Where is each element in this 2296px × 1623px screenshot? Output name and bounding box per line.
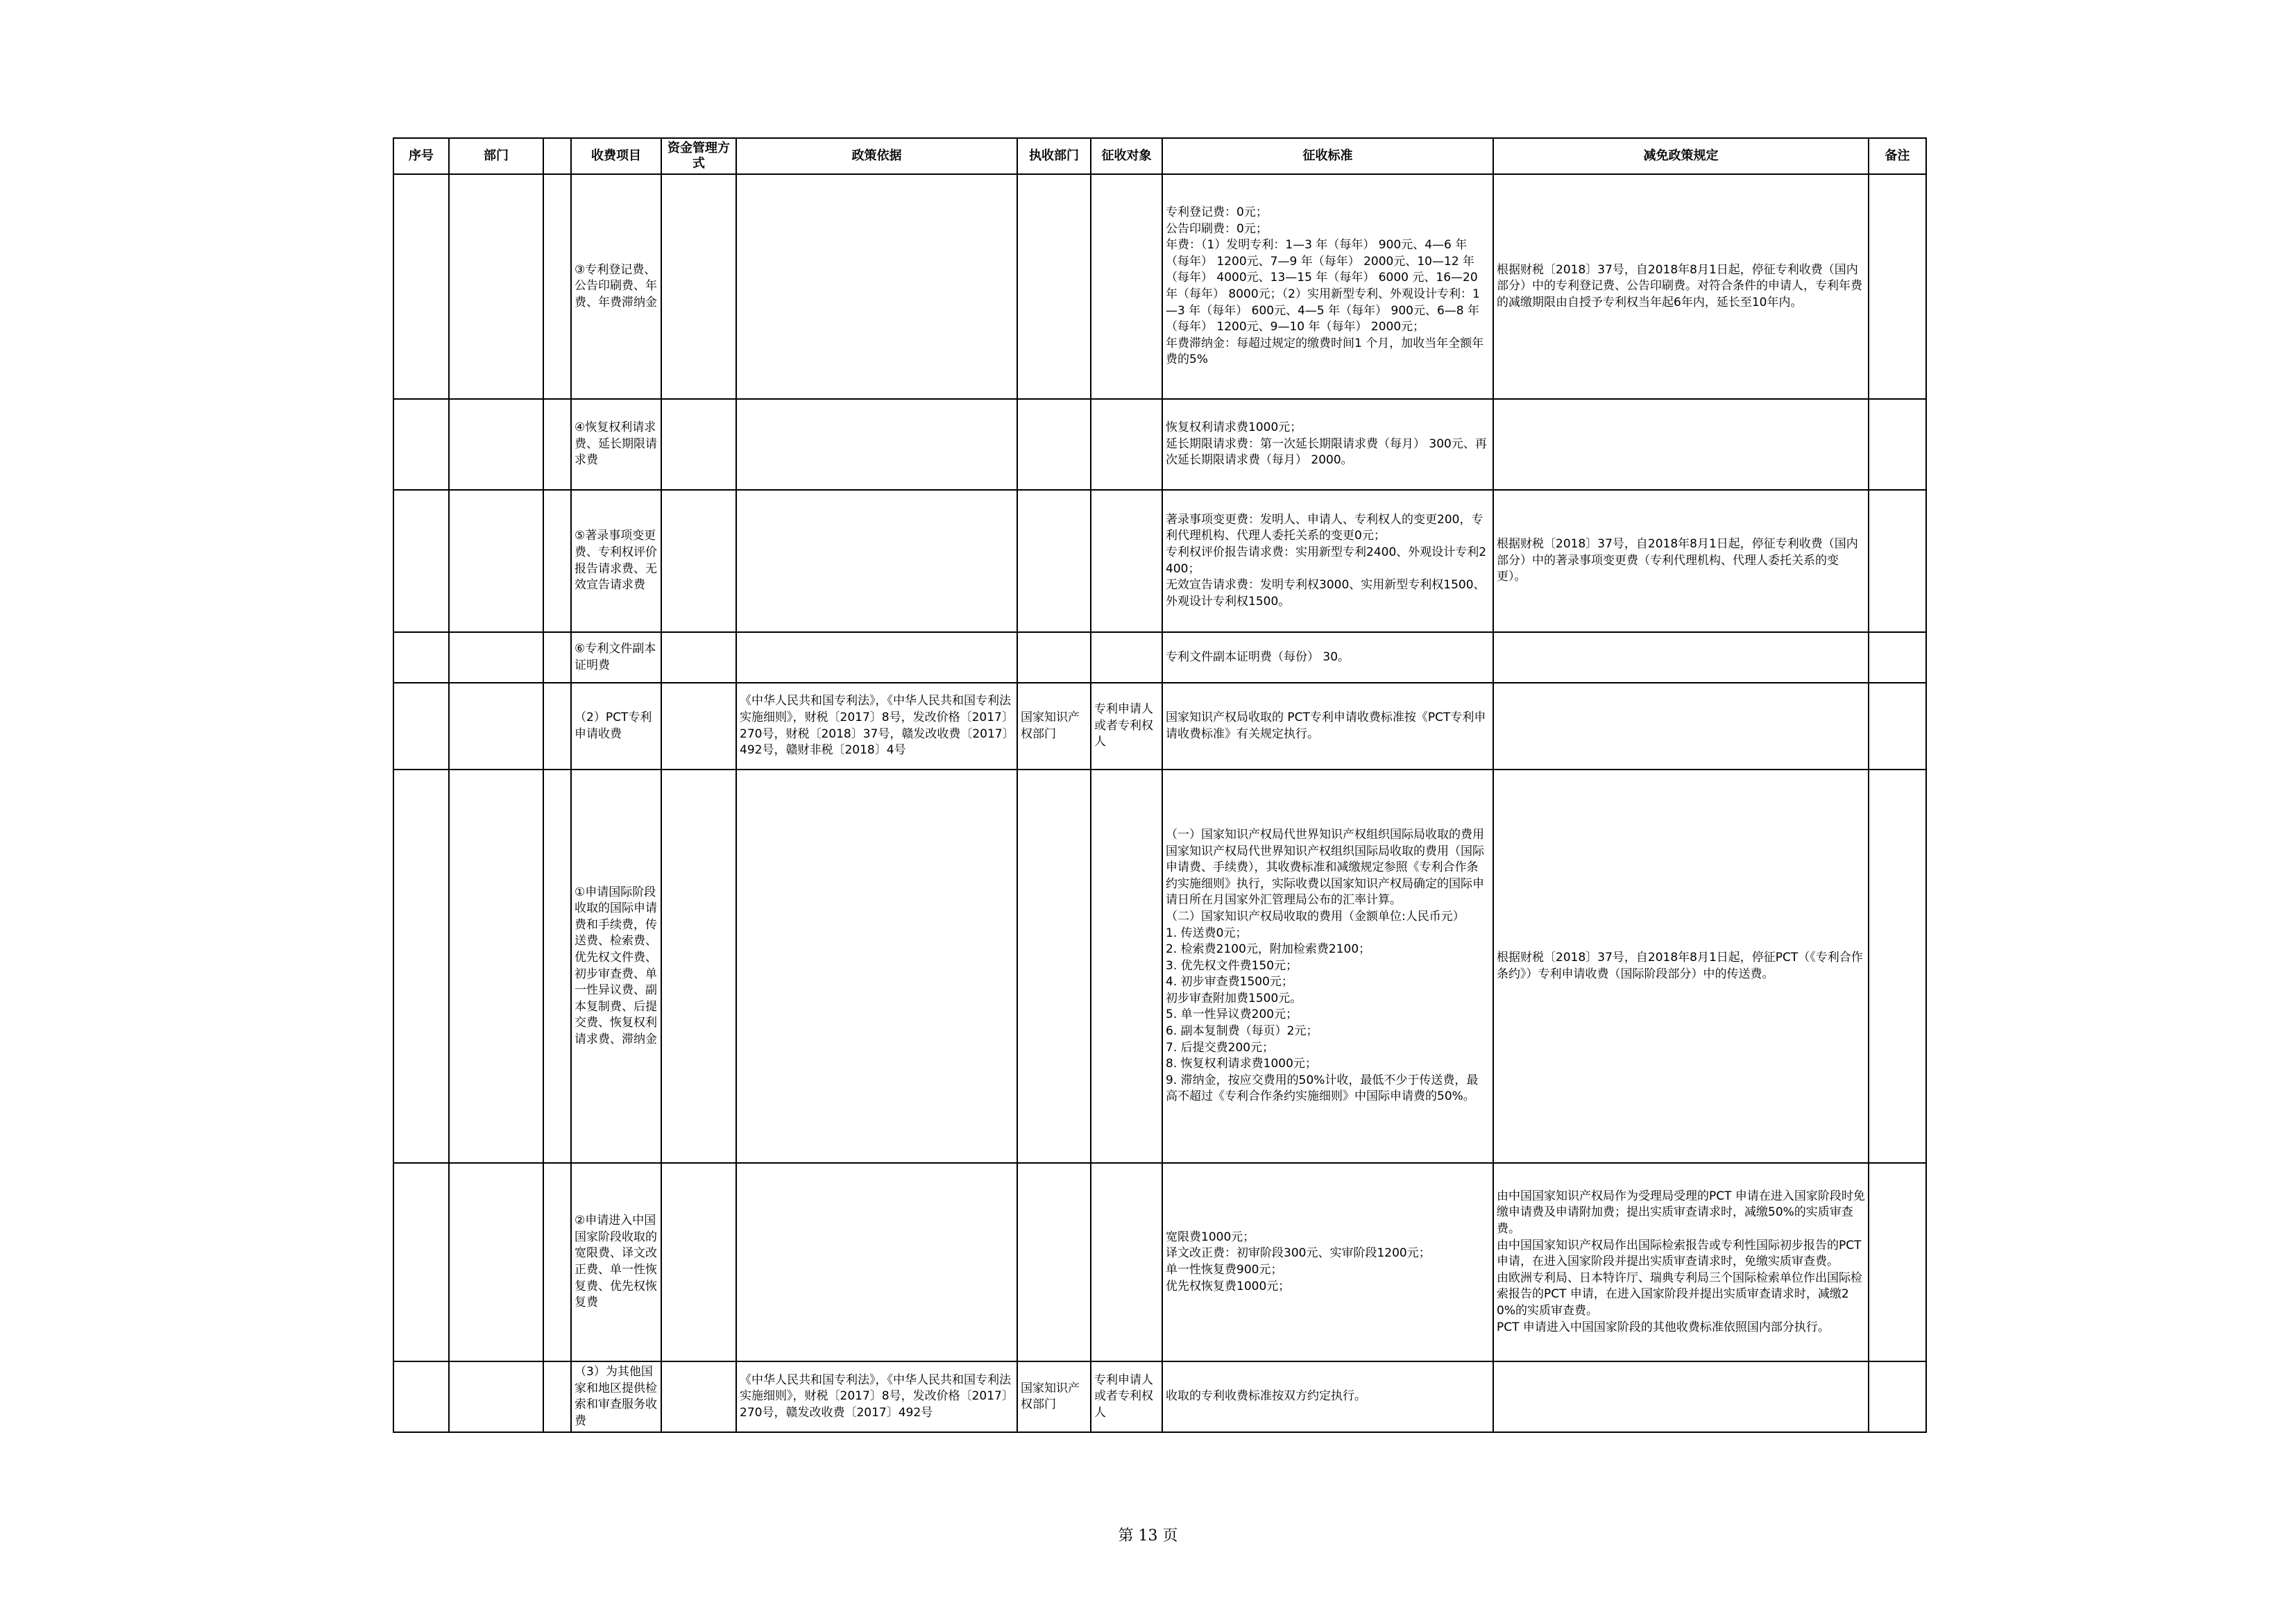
cell-target (1091, 490, 1162, 632)
header-exemption: 减免政策规定 (1493, 138, 1869, 174)
cell-collecting-dept (1017, 632, 1091, 683)
cell-remarks (1869, 399, 1926, 490)
cell-exemption: 根据财税〔2018〕37号，自2018年8月1日起，停征PCT（《专利合作条约》）专利申请收费（国际阶段部分）中的传送费。 (1493, 770, 1869, 1163)
cell-collecting-dept (1017, 770, 1091, 1163)
cell-policy-basis: 《中华人民共和国专利法》，《中华人民共和国专利法实施细则》，财税〔2017〕8号，发改价格〔2017〕270号，财税〔2018〕37号，赣发改收费〔2017〕492号，赣财非税〔2018〕4号 (736, 683, 1017, 770)
cell-fund-management (661, 683, 736, 770)
cell-target: 专利申请人或者专利权人 (1091, 1361, 1162, 1432)
cell-fee-item: ④恢复权利请求费、延长期限请求费 (571, 399, 661, 490)
cell-collecting-dept: 国家知识产权部门 (1017, 683, 1091, 770)
cell-target (1091, 632, 1162, 683)
table-row (393, 174, 1926, 399)
cell-fund-management (661, 1361, 736, 1432)
cell-collecting-dept: 国家知识产权部门 (1017, 1361, 1091, 1432)
header-blank (543, 138, 571, 174)
cell-remarks (1869, 683, 1926, 770)
table-header-row (393, 138, 1926, 174)
cell-standard: 专利文件副本证明费（每份） 30。 (1162, 632, 1493, 683)
table-row (393, 632, 1926, 683)
fee-table (393, 137, 1927, 1433)
cell-standard: 收取的专利收费标准按双方约定执行。 (1162, 1361, 1493, 1432)
header-fee-item: 收费项目 (571, 138, 661, 174)
cell-index (393, 490, 449, 632)
table-row (393, 1163, 1926, 1361)
cell-collecting-dept (1017, 174, 1091, 399)
cell-index (393, 770, 449, 1163)
cell-fund-management (661, 490, 736, 632)
cell-fee-item: ⑥专利文件副本证明费 (571, 632, 661, 683)
cell-standard: 宽限费1000元； 译文改正费：初审阶段300元、实审阶段1200元； 单一性恢复费900元； 优先权恢复费1000元； (1162, 1163, 1493, 1361)
cell-exemption (1493, 1361, 1869, 1432)
cell-policy-basis (736, 1163, 1017, 1361)
table-row (393, 770, 1926, 1163)
header-target: 征收对象 (1091, 138, 1162, 174)
cell-blank (543, 490, 571, 632)
cell-fund-management (661, 174, 736, 399)
cell-exemption: 根据财税〔2018〕37号，自2018年8月1日起，停征专利收费（国内部分）中的专利登记费、公告印刷费。对符合条件的申请人，专利年费的减缴期限由自授予专利权当年起6年内，延长至10年内。 (1493, 174, 1869, 399)
table-row (393, 1361, 1926, 1432)
cell-department (449, 770, 543, 1163)
cell-policy-basis (736, 399, 1017, 490)
cell-exemption (1493, 683, 1869, 770)
cell-fund-management (661, 399, 736, 490)
cell-target (1091, 1163, 1162, 1361)
cell-remarks (1869, 1163, 1926, 1361)
cell-fee-item: ①申请国际阶段收取的国际申请费和手续费，传送费、检索费、优先权文件费、初步审查费、单一性异议费、副本复制费、后提交费、恢复权利请求费、滞纳金 (571, 770, 661, 1163)
cell-index (393, 632, 449, 683)
cell-index (393, 399, 449, 490)
cell-index (393, 1163, 449, 1361)
cell-target (1091, 399, 1162, 490)
table-row (393, 399, 1926, 490)
cell-remarks (1869, 632, 1926, 683)
header-index: 序号 (393, 138, 449, 174)
table-row (393, 683, 1926, 770)
cell-blank (543, 683, 571, 770)
cell-collecting-dept (1017, 399, 1091, 490)
cell-remarks (1869, 174, 1926, 399)
cell-fee-item: ②申请进入中国国家阶段收取的宽限费、译文改正费、单一性恢复费、优先权恢复费 (571, 1163, 661, 1361)
cell-fee-item: （2）PCT专利申请收费 (571, 683, 661, 770)
fee-table-sheet (393, 137, 1925, 1433)
cell-blank (543, 1163, 571, 1361)
cell-department (449, 399, 543, 490)
cell-index (393, 683, 449, 770)
cell-standard: 著录事项变更费：发明人、申请人、专利权人的变更200，专利代理机构、代理人委托关系的变更0元； 专利权评价报告请求费：实用新型专利2400、外观设计专利2400； 无效宣告请求费：发明专利权3000、实用新型专利权1500、外观设计专利权1500。 (1162, 490, 1493, 632)
cell-blank (543, 399, 571, 490)
cell-policy-basis (736, 632, 1017, 683)
cell-standard: 恢复权利请求费1000元； 延长期限请求费：第一次延长期限请求费（每月） 300元、再次延长期限请求费（每月） 2000。 (1162, 399, 1493, 490)
cell-standard: 国家知识产权局收取的 PCT专利申请收费标准按《PCT专利申请收费标准》有关规定执行。 (1162, 683, 1493, 770)
cell-standard: （一）国家知识产权局代世界知识产权组织国际局收取的费用 国家知识产权局代世界知识产权组织国际局收取的费用（国际申请费、手续费），其收费标准和减缴规定参照《专利合作条约实施细则》执行，实际收费以国家知识产权局确定的国际申请日所在月国家外汇管理局公布的汇率计算。 （二）国家知识产权局收取的费用（金额单位:人民币元） 1. 传送费0元； 2. 检索费2100元，附加检索费2100； 3. 优先权文件费150元； 4. 初步审查费1500元； 初步审查附加费1500元。 5. 单一性异议费200元； 6. 副本复制费（每页）2元； 7. 后提交费200元； 8. 恢复权利请求费1000元； 9. 滞纳金，按应交费用的50%计收，最低不少于传送费，最高不超过《专利合作条约实施细则》中国际申请费的50%。 (1162, 770, 1493, 1163)
page-number: 第 13 页 (1118, 1527, 1178, 1545)
cell-department (449, 683, 543, 770)
cell-policy-basis (736, 770, 1017, 1163)
cell-exemption (1493, 399, 1869, 490)
cell-index (393, 174, 449, 399)
cell-exemption: 根据财税〔2018〕37号，自2018年8月1日起，停征专利收费（国内部分）中的著录事项变更费（专利代理机构、代理人委托关系的变更）。 (1493, 490, 1869, 632)
table-row (393, 490, 1926, 632)
cell-blank (543, 174, 571, 399)
cell-standard: 专利登记费：0元； 公告印刷费：0元； 年费：（1）发明专利：1—3 年（每年） 900元、4—6 年（每年） 1200元、7—9 年（每年） 2000元、10—12 年（每年） 4000元、13—15 年（每年） 6000 元、16—20 年（每年） 8000元；（2）实用新型专利、外观设计专利：1—3 年（每年） 600元、4—5 年（每年） 900元、6—8 年（每年） 1200元、9—10 年（每年） 2000元； 年费滞纳金：每超过规定的缴费时间1 个月，加收当年全额年费的5% (1162, 174, 1493, 399)
cell-target (1091, 770, 1162, 1163)
cell-fee-item: ③专利登记费、公告印刷费、年费、年费滞纳金 (571, 174, 661, 399)
header-department: 部门 (449, 138, 543, 174)
cell-department (449, 174, 543, 399)
header-collecting-dept: 执收部门 (1017, 138, 1091, 174)
cell-remarks (1869, 770, 1926, 1163)
header-remarks: 备注 (1869, 138, 1926, 174)
cell-policy-basis (736, 174, 1017, 399)
cell-blank (543, 632, 571, 683)
cell-target: 专利申请人或者专利权人 (1091, 683, 1162, 770)
cell-blank (543, 1361, 571, 1432)
cell-target (1091, 174, 1162, 399)
header-policy-basis: 政策依据 (736, 138, 1017, 174)
cell-blank (543, 770, 571, 1163)
cell-fund-management (661, 632, 736, 683)
cell-department (449, 632, 543, 683)
cell-department (449, 1361, 543, 1432)
cell-policy-basis (736, 490, 1017, 632)
cell-fee-item: （3）为其他国家和地区提供检索和审查服务收费 (571, 1361, 661, 1432)
header-standard: 征收标准 (1162, 138, 1493, 174)
cell-fee-item: ⑤著录事项变更费、专利权评价报告请求费、无效宣告请求费 (571, 490, 661, 632)
cell-exemption (1493, 632, 1869, 683)
cell-remarks (1869, 1361, 1926, 1432)
cell-fund-management (661, 1163, 736, 1361)
cell-collecting-dept (1017, 490, 1091, 632)
cell-collecting-dept (1017, 1163, 1091, 1361)
cell-exemption: 由中国国家知识产权局作为受理局受理的PCT 申请在进入国家阶段时免缴申请费及申请附加费；提出实质审查请求时，减缴50%的实质审查费。 由中国国家知识产权局作出国际检索报告或专利性国际初步报告的PCT 申请，在进入国家阶段并提出实质审查请求时，免缴实质审查费。 由欧洲专利局、日本特许厅、瑞典专利局三个国际检索单位作出国际检索报告的PCT 申请，在进入国家阶段并提出实质审查请求时，减缴20%的实质审查费。 PCT 申请进入中国国家阶段的其他收费标准依照国内部分执行。 (1493, 1163, 1869, 1361)
cell-department (449, 490, 543, 632)
cell-remarks (1869, 490, 1926, 632)
cell-index (393, 1361, 449, 1432)
header-fund-management: 资金管理方式 (661, 138, 736, 174)
cell-policy-basis: 《中华人民共和国专利法》，《中华人民共和国专利法实施细则》，财税〔2017〕8号，发改价格〔2017〕270号，赣发改收费〔2017〕492号 (736, 1361, 1017, 1432)
cell-department (449, 1163, 543, 1361)
cell-fund-management (661, 770, 736, 1163)
